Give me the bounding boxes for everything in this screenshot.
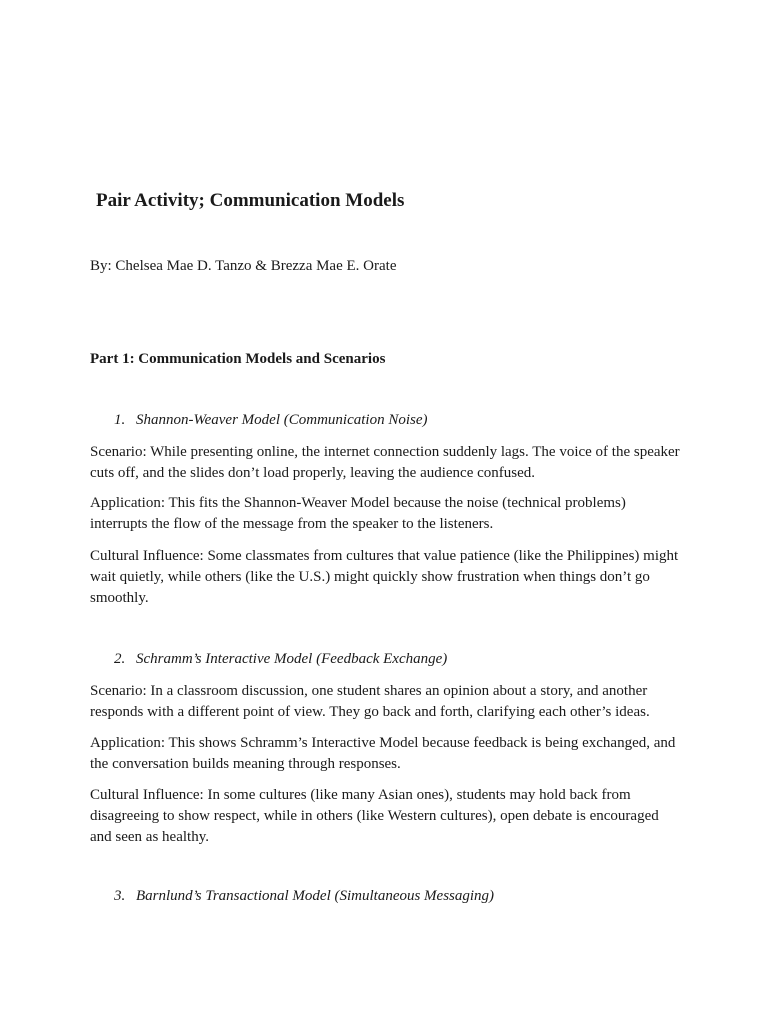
section-3-number: 3. [114,888,126,904]
document-title: Pair Activity; Communication Models [96,190,405,211]
section-2-heading [114,651,447,668]
section-3-heading [114,888,494,905]
author-byline: By: Chelsea Mae D. Tanzo & Brezza Mae E. Orate [90,258,397,274]
section-1-cultural-influence: Cultural Influence: Some classmates from cultures that value patience (like the Philippines) might wait quietly, while others (like the U.S.) might quickly show frustration when things don’t go smoothly. [90,548,679,606]
section-2-number: 2. [114,651,126,667]
section-1-number: 1. [114,412,126,428]
part-heading: Part 1: Communication Models and Scenarios [90,351,386,367]
section-1-application: Application: This fits the Shannon-Weaver Model because the noise (technical problems) interrupts the flow of the message from the speaker to the listeners. [90,495,626,532]
section-2-scenario: Scenario: In a classroom discussion, one student shares an opinion about a story, and another responds with a different point of view. They go back and forth, clarifying each other’s ideas. [90,683,650,720]
section-1-title: Shannon-Weaver Model (Communication Noise) [136,412,428,428]
section-2-application: Application: This shows Schramm’s Interactive Model because feedback is being exchanged, and the conversation builds meaning through responses. [90,735,676,772]
section-2-title: Schramm’s Interactive Model (Feedback Exchange) [136,651,448,667]
section-2-cultural-influence: Cultural Influence: In some cultures (like many Asian ones), students may hold back from disagreeing to show respect, while in others (like Western cultures), open debate is encouraged and seen as healthy. [90,787,659,845]
section-3-title: Barnlund’s Transactional Model (Simultaneous Messaging) [136,888,495,904]
section-1-heading [114,412,427,429]
section-1-scenario: Scenario: While presenting online, the internet connection suddenly lags. The voice of the speaker cuts off, and the slides don’t load properly, leaving the audience confused. [90,444,680,481]
